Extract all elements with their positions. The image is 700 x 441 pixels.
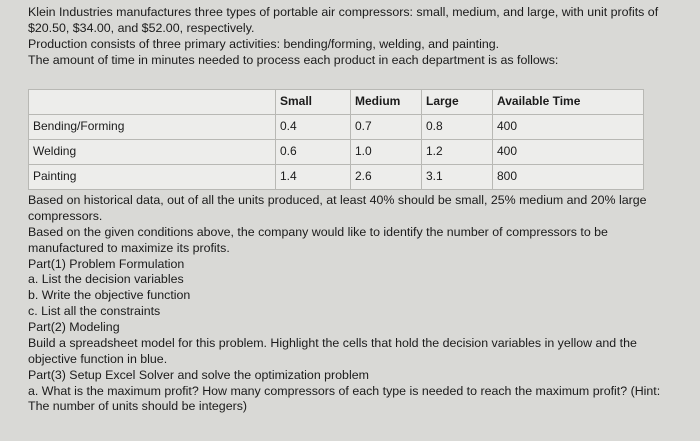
table-row [29,140,644,165]
table-cell: 800 [493,165,644,190]
table-cell: 400 [493,115,644,140]
intro-line-2: Production consists of three primary activities: bending/forming, welding, and painting. [28,36,500,51]
paragraph-historical-data: Based on historical data, out of all the units produced, at least 40% should be small, 25% medium and 20% large compressors. [28,193,647,223]
part3-item-a: a. What is the maximum profit? How many compressors of each type is needed to reach the maximum profit? (Hint: The number of units should be integers) [28,383,661,414]
table-cell: 1.2 [422,140,493,165]
row-label: Bending/Forming [29,115,276,140]
header-cell-blank [29,90,276,115]
processing-time-table [28,89,644,190]
table-cell: 3.1 [422,165,493,190]
row-label: Painting [29,165,276,190]
header-cell-medium: Medium [351,90,422,115]
table-row [29,165,644,190]
header-cell-available-time: Available Time [493,90,644,115]
table-cell: 2.6 [351,165,422,190]
part3-heading: Part(3) Setup Excel Solver and solve the optimization problem [28,367,369,382]
intro-line-3: The amount of time in minutes needed to process each product in each department is as follows: [28,52,559,67]
intro-text [28,5,668,69]
part1-item-a: a. List the decision variables [28,272,184,287]
part2-instructions: Build a spreadsheet model for this problem. Highlight the cells that hold the decision variables in yellow and the objective function in blue. [28,335,637,366]
table-cell: 1.0 [351,140,422,165]
part1-item-b: b. Write the objective function [28,288,191,303]
problem-text [28,193,668,415]
table-cell: 0.4 [276,115,351,140]
header-cell-large: Large [422,90,493,115]
table-cell: 0.8 [422,115,493,140]
paragraph-goal: Based on the given conditions above, the company would like to identify the number of compressors to be manufactured to maximize its profits. [28,224,608,255]
part1-item-c: c. List all the constraints [28,304,161,319]
header-cell-small: Small [276,90,351,115]
part1-heading: Part(1) Problem Formulation [28,256,185,271]
intro-line-1: Klein Industries manufactures three types of portable air compressors: small, medium, and large, with unit profits of $20.50, $34.00, and $52.00, respectively. [28,5,659,35]
table-header-row [29,90,644,115]
table-cell: 0.6 [276,140,351,165]
row-label: Welding [29,140,276,165]
table-cell: 0.7 [351,115,422,140]
part2-heading: Part(2) Modeling [28,320,120,334]
table-row [29,115,644,140]
table-cell: 400 [493,140,644,165]
table-cell: 1.4 [276,165,351,190]
